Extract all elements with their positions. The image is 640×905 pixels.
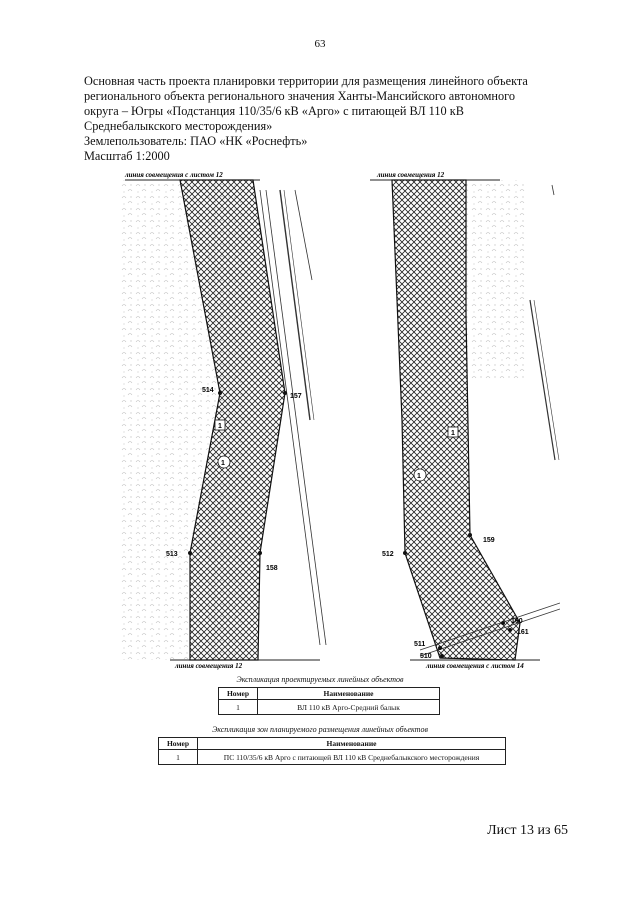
point-158-marker — [258, 551, 262, 555]
point-160-marker — [501, 621, 505, 625]
table-row — [159, 750, 506, 765]
zones-table — [158, 737, 506, 765]
table2-caption: Экспликация зон планируемого размещения линейных объектов — [212, 725, 428, 734]
title-line-2: регионального объекта регионального значения Ханты-Мансийского автономного — [84, 89, 516, 103]
table2-cell-name: ПС 110/35/6 кВ Арго с питающей ВЛ 110 кВ Среднебалыкского месторождения — [198, 750, 506, 765]
point-514-marker — [218, 391, 222, 395]
sheet-number: Лист 13 из 65 — [487, 823, 568, 838]
right-top-label: линия совмещения 12 — [377, 171, 445, 179]
point-159-marker — [468, 533, 472, 537]
point-512: 512 — [382, 551, 394, 558]
zone-marker-right: 1 — [417, 473, 421, 480]
title-line-1: Основная часть проекта планировки территории для размещения линейного объекта — [84, 74, 528, 88]
title-line-3: округа – Югры «Подстанция 110/35/6 кВ «Арго» с питающей ВЛ 110 кВ — [84, 104, 464, 118]
point-157: 157 — [290, 393, 302, 400]
road-line-5 — [295, 190, 312, 280]
point-158: 158 — [266, 565, 278, 572]
page-number: 63 — [314, 38, 326, 50]
table1-header-row — [219, 688, 440, 700]
point-159: 159 — [483, 537, 495, 544]
point-512-marker — [403, 551, 407, 555]
point-157-marker — [283, 391, 287, 395]
point-160: 160 — [511, 618, 523, 625]
left-top-label: линия совмещения с листом 12 — [125, 171, 223, 179]
land-user: Землепользователь: ПАО «НК «Роснефть» — [84, 134, 308, 148]
forest-area-right — [465, 180, 525, 380]
table2-header-row — [159, 738, 506, 750]
table2-header-name: Наименование — [198, 738, 506, 750]
right-road-line-1 — [530, 300, 555, 460]
object-marker-left: 1 — [218, 423, 222, 430]
table1-caption: Экспликация проектируемых линейных объектов — [236, 675, 404, 684]
point-510: 510 — [420, 653, 432, 660]
object-marker-right: 1 — [451, 430, 455, 437]
point-511: 511 — [414, 641, 426, 648]
table2-cell-number: 1 — [159, 750, 198, 765]
scale: Масштаб 1:2000 — [84, 149, 170, 163]
point-161: 161 — [517, 629, 529, 636]
title-line-4: Среднебалыкского месторождения» — [84, 119, 273, 133]
road-line-4 — [284, 190, 314, 420]
table2-header-number: Номер — [159, 738, 198, 750]
linear-objects-table — [218, 687, 440, 715]
point-511-marker — [438, 646, 442, 650]
planning-map — [120, 170, 560, 675]
table1-header-number: Номер — [219, 688, 258, 700]
point-513: 513 — [166, 551, 178, 558]
right-bottom-label: линия совмещения с листом 14 — [426, 662, 524, 670]
point-514: 514 — [202, 387, 214, 394]
left-bottom-label: линия совмещения 12 — [175, 662, 243, 670]
point-513-marker — [188, 551, 192, 555]
road-line-3 — [280, 190, 310, 420]
table-row — [219, 700, 440, 715]
right-edge-line — [552, 185, 554, 195]
point-161-marker — [508, 628, 512, 632]
table1-cell-name: ВЛ 110 кВ Арго-Средний балык — [258, 700, 440, 715]
document-header — [84, 74, 554, 164]
point-510-marker — [440, 654, 444, 658]
table1-cell-number: 1 — [219, 700, 258, 715]
table1-header-name: Наименование — [258, 688, 440, 700]
zone-marker-left: 1 — [221, 460, 225, 467]
right-road-line-2 — [534, 300, 559, 460]
